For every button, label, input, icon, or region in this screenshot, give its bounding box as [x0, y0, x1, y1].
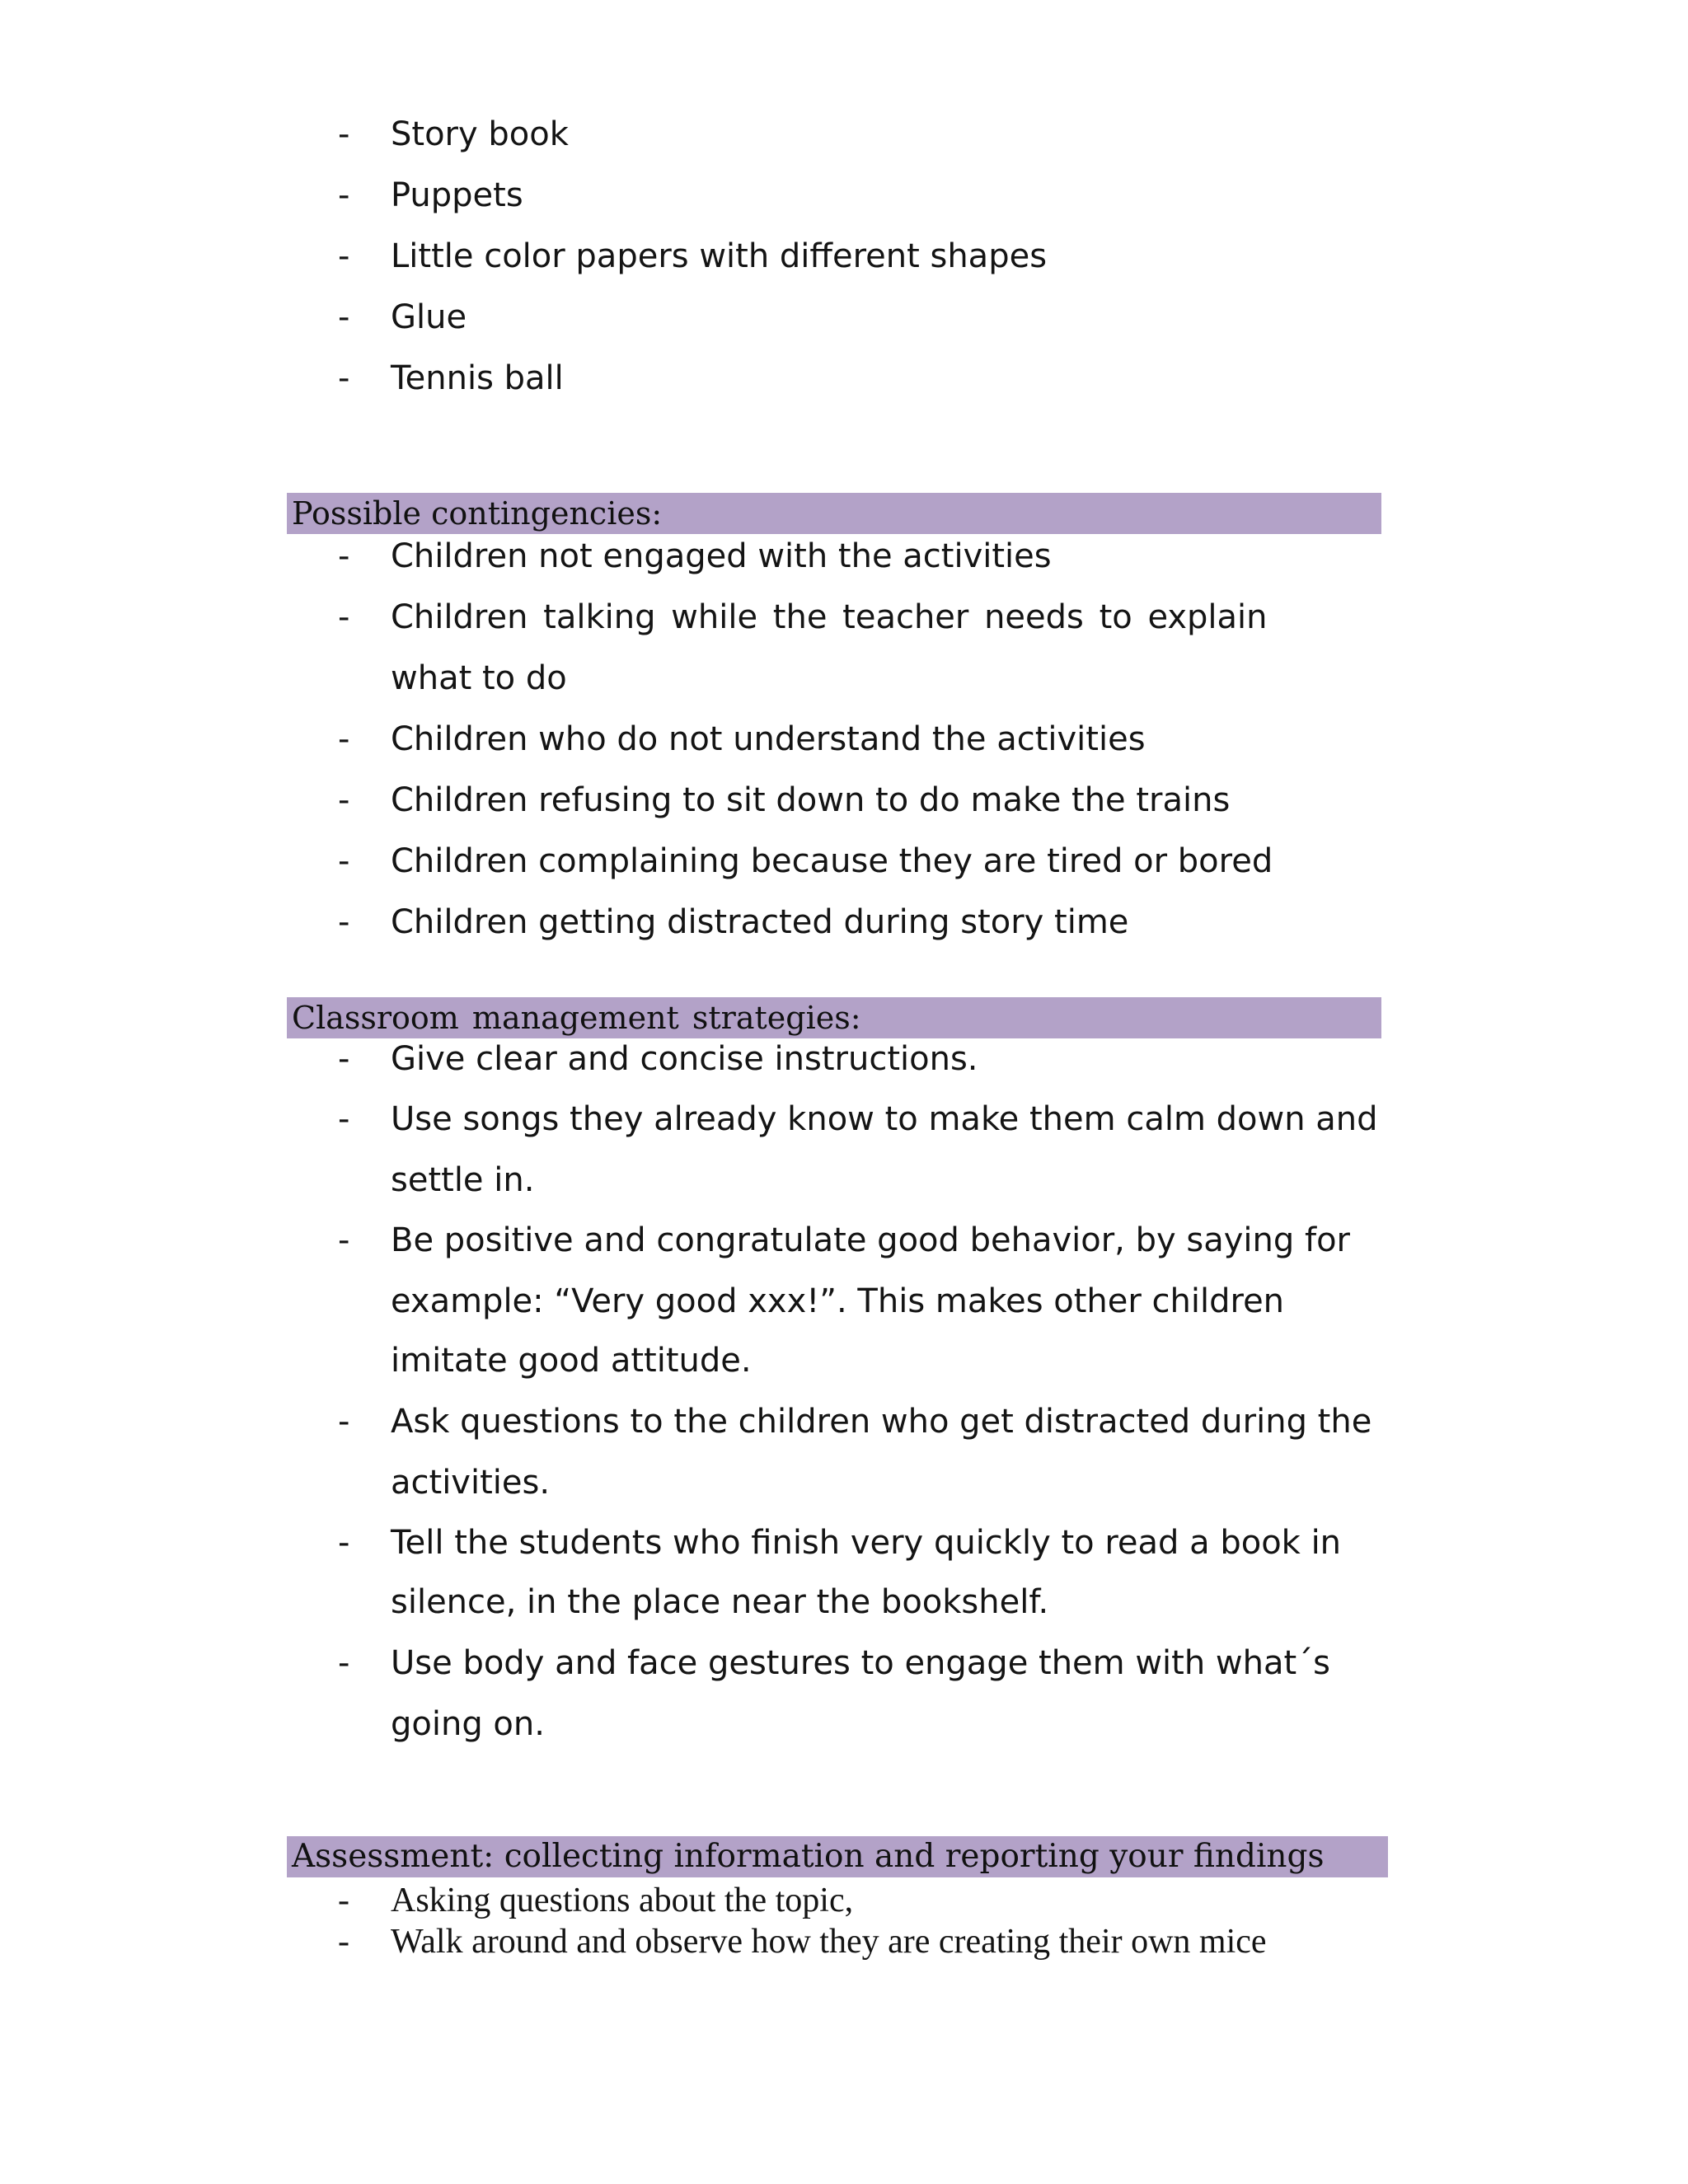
list-item [0, 1040, 1688, 1100]
bullet: - [338, 176, 350, 214]
materials-list [0, 115, 1688, 420]
item-text: Walk around and observe how they are creating their own mice [391, 1923, 1267, 1961]
section-heading-strategies: Classroom management strategies: [287, 997, 1381, 1038]
item-text: Children talking while the teacher needs to explain [391, 598, 1268, 636]
bullet: - [338, 781, 350, 819]
item-text: Children not engaged with the activities [391, 537, 1052, 575]
item-text: Children who do not understand the activities [391, 720, 1146, 758]
list-item [0, 903, 1688, 964]
item-text: Give clear and concise instructions. [391, 1040, 978, 1078]
strategies-list [0, 1040, 1688, 1765]
item-text-continued: settle in. [391, 1161, 535, 1199]
item-text-continued: going on. [391, 1705, 545, 1743]
item-text: Asking questions about the topic, [391, 1882, 854, 1919]
list-item [0, 237, 1688, 298]
item-text: Be positive and congratulate good behavior, by saying for [391, 1221, 1350, 1259]
bullet: - [338, 537, 350, 575]
list-item [0, 720, 1688, 781]
item-text: Ask questions to the children who get distracted during the [391, 1403, 1372, 1441]
bullet: - [338, 1100, 350, 1138]
item-text: Use songs they already know to make them calm down and [391, 1100, 1378, 1138]
bullet: - [338, 237, 350, 275]
list-item [0, 115, 1688, 176]
bullet: - [338, 903, 350, 941]
bullet: - [338, 1923, 349, 1961]
item-text: Children refusing to sit down to do make the trains [391, 781, 1231, 819]
item-text-continued: example: “Very good xxx!”. This makes other children [391, 1282, 1285, 1320]
list-item [0, 1922, 1688, 1963]
item-text: Tennis ball [391, 359, 564, 397]
list-item [0, 359, 1688, 420]
item-text-continued: silence, in the place near the bookshelf. [391, 1583, 1049, 1621]
list-item [0, 537, 1688, 598]
list-item [0, 781, 1688, 842]
section-heading-assessment: Assessment: collecting information and reporting your findings [287, 1836, 1388, 1877]
list-item [0, 1881, 1688, 1922]
bullet: - [338, 1040, 350, 1078]
item-text-continued: what to do [391, 659, 567, 697]
item-text: Children complaining because they are tired or bored [391, 842, 1273, 880]
item-text-continued: imitate good attitude. [391, 1342, 752, 1380]
list-item [0, 1644, 1688, 1765]
item-text: Puppets [391, 176, 523, 214]
bullet: - [338, 298, 350, 336]
contingencies-list [0, 537, 1688, 964]
list-item [0, 176, 1688, 237]
list-item [0, 298, 1688, 359]
list-item [0, 1524, 1688, 1644]
item-text: Story book [391, 115, 569, 153]
item-text: Children getting distracted during story time [391, 903, 1129, 941]
item-text-continued: activities. [391, 1464, 551, 1502]
bullet: - [338, 1524, 350, 1562]
bullet: - [338, 359, 350, 397]
bullet: - [338, 598, 350, 636]
bullet: - [338, 720, 350, 758]
list-item [0, 1221, 1688, 1403]
item-text: Use body and face gestures to engage them with what´s [391, 1644, 1331, 1682]
bullet: - [338, 1882, 349, 1919]
bullet: - [338, 842, 350, 880]
list-item [0, 598, 1688, 720]
bullet: - [338, 1221, 350, 1259]
section-heading-contingencies: Possible contingencies: [287, 493, 1381, 534]
bullet: - [338, 1403, 350, 1441]
item-text: Tell the students who finish very quickly to read a book in [391, 1524, 1342, 1562]
list-item [0, 842, 1688, 903]
bullet: - [338, 1644, 350, 1682]
item-text: Little color papers with different shapes [391, 237, 1048, 275]
bullet: - [338, 115, 350, 153]
list-item [0, 1100, 1688, 1221]
assessment-list [0, 1881, 1688, 1963]
item-text: Glue [391, 298, 467, 336]
list-item [0, 1403, 1688, 1524]
